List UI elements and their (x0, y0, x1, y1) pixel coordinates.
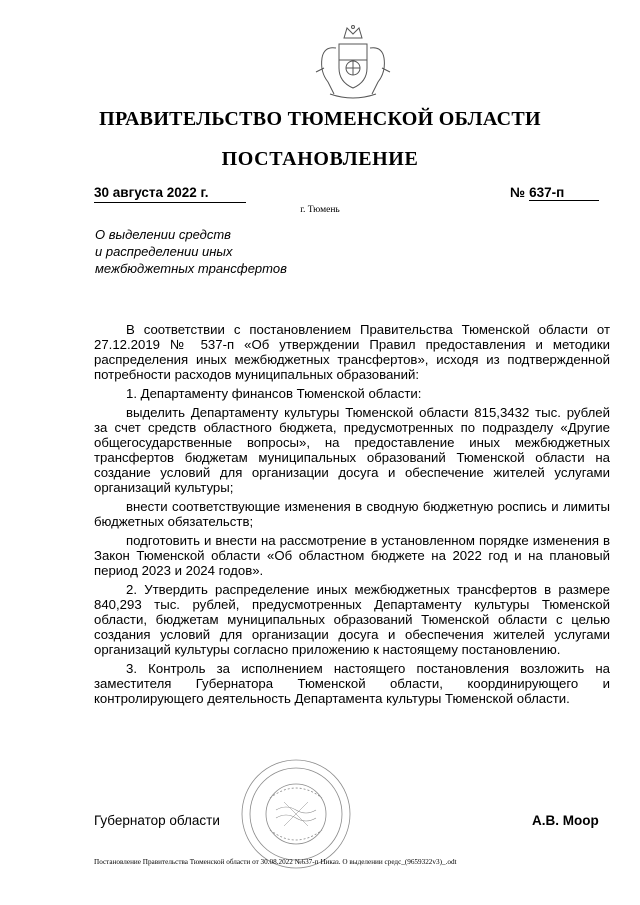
subject-line: О выделении средств (95, 227, 231, 242)
signature-seal-icon (240, 758, 352, 870)
coat-of-arms-icon (312, 24, 394, 102)
government-title: ПРАВИТЕЛЬСТВО ТЮМЕНСКОЙ ОБЛАСТИ (99, 108, 541, 130)
signer-position: Губернатор области (94, 813, 220, 828)
document-body (94, 322, 610, 710)
document-number-field (510, 184, 606, 202)
body-paragraph: В соответствии с постановлением Правительства Тюменской области от 27.12.2019 № 537-п «Об утверждении Правил предоставления и методики распределения иных межбюджетных трансфертов», исходя из подтвержденной потребности расходов муниципальных образований: (94, 322, 610, 382)
body-paragraph: 1. Департаменту финансов Тюменской области: (126, 386, 422, 401)
document-date: 30 августа 2022 г. (94, 185, 209, 200)
signer-name: А.В. Моор (532, 813, 599, 828)
body-paragraph: внести соответствующие изменения в сводную бюджетную роспись и лимиты бюджетных обязательств; (94, 499, 610, 529)
body-paragraph: выделить Департаменту культуры Тюменской области 815,3432 тыс. рублей за счет средств областного бюджета, предусмотренных по подразделу «Другие общегосударственные вопросы», на предоставление иных межбюджетных трансфертов бюджетам муниципальных образований Тюменской области на создание условий для организации досуга и обеспечение жителей услугами организаций культуры; (94, 405, 610, 495)
document-date-field (94, 184, 246, 203)
subject-line: межбюджетных трансфертов (95, 261, 287, 276)
document-number: 637-п (529, 185, 599, 201)
subject-line: и распределении иных (95, 244, 233, 259)
document-subject (95, 226, 355, 277)
body-paragraph: подготовить и внести на рассмотрение в установленном порядке изменения в Закон Тюменской области «Об областном бюджете на 2022 год и на плановый период 2023 и 2024 годов». (94, 533, 610, 578)
body-paragraph: 3. Контроль за исполнением настоящего постановления возложить на заместителя Губернатора Тюменской области, координирующего и контролирующего деятельность Департамента культуры Тюменской области. (94, 661, 610, 706)
city: г. Тюмень (300, 205, 340, 215)
file-footer: Постановление Правительства Тюменской области от 30.08.2022 №637-п Никаз. О выделении средс_(9659322v3)_.odt (94, 858, 457, 866)
body-paragraph: 2. Утвердить распределение иных межбюджетных трансфертов в размере 840,293 тыс. рублей, предусмотренных Департаменту культуры Тюменской области, бюджетам муниципальных образований Тюменской области с целью создания условий для организации досуга и обеспечения жителей услугами организаций культуры согласно приложению к настоящему постановлению. (94, 582, 610, 657)
number-sign: № (510, 185, 526, 200)
document-type: ПОСТАНОВЛЕНИЕ (221, 148, 419, 170)
